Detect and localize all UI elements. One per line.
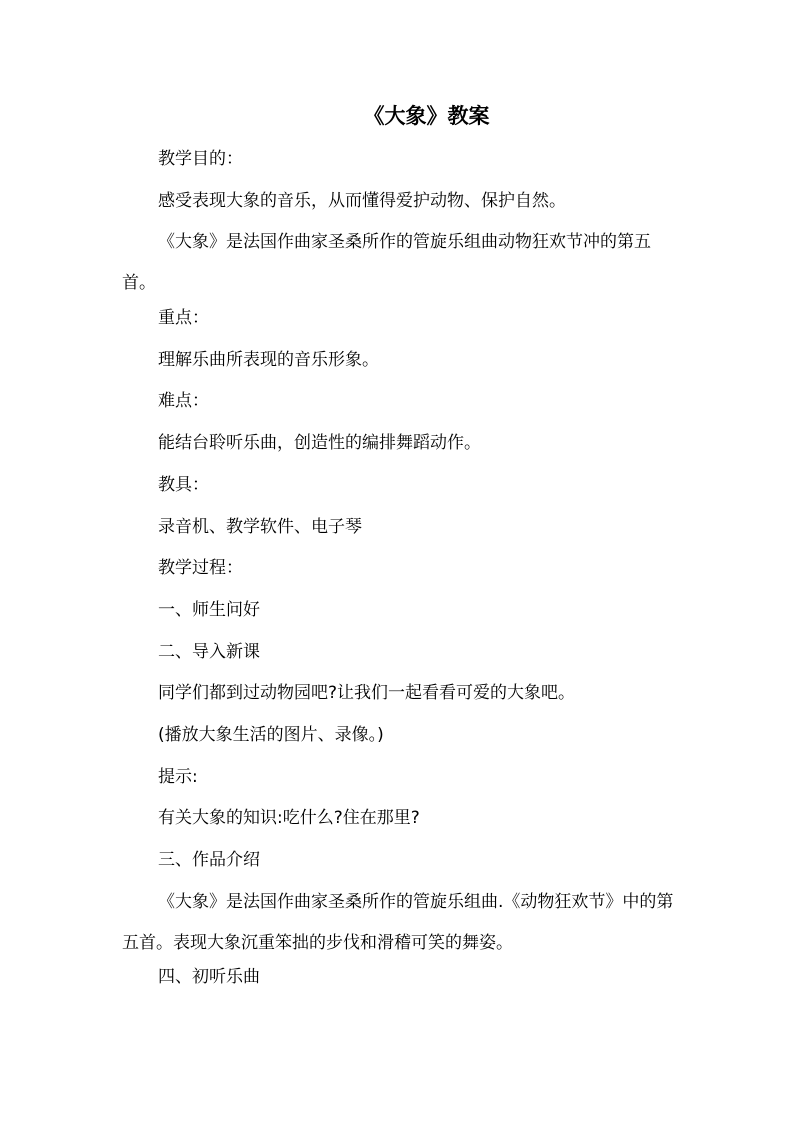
paragraph-piece-intro: 《大象》是法国作曲家圣桑所作的管旋乐组曲动物狂欢节冲的第五首。 [122,232,651,294]
paragraph-step-work-intro: 三、作品介绍 [158,850,260,870]
paragraph-hint-heading: 提示: [158,766,198,787]
paragraph-tools-heading: 教具： [158,474,209,495]
paragraph-step-first-listen: 四、初听乐曲 [158,967,260,988]
paragraph-difficulty: 能结台聆听乐曲，创造性的编排舞蹈动作。 [158,433,481,454]
paragraph-hint: 有关大象的知识:吃什么?住在那里? [158,808,420,829]
paragraph-key-point: 理解乐曲所表现的音乐形象。 [158,349,379,370]
paragraph-work-description: 《大象》是法国作曲家圣桑所作的管旋乐组曲.《动物狂欢节》中的第五首。表现大象沉重笨拙的步伐和滑稽可笑的舞姿。 [122,891,674,953]
paragraph-key-point-heading: 重点： [158,308,209,329]
paragraph-tools: 录音机、教学软件、电子琴 [158,516,362,537]
paragraph-difficulty-heading: 难点： [158,391,209,412]
paragraph-step-intro-lesson: 二、导入新课 [158,641,260,662]
paragraph-teaching-goal-heading: 教学目的： [158,149,243,169]
paragraph-step-greeting: 一、师生问好 [158,599,260,620]
paragraph-teaching-goal: 感受表现大象的音乐，从而懂得爱护动物、保护自然。 [158,190,566,211]
paragraph-zoo-question: 同学们都到过动物园吧?让我们一起看看可爱的大象吧。 [158,683,576,704]
paragraph-process-heading: 教学过程： [158,558,243,579]
document-title: 《大象》教案 [363,104,490,128]
document-body [122,146,682,1006]
paragraph-play-media: (播放大象生活的图片、录像。) [158,724,384,745]
